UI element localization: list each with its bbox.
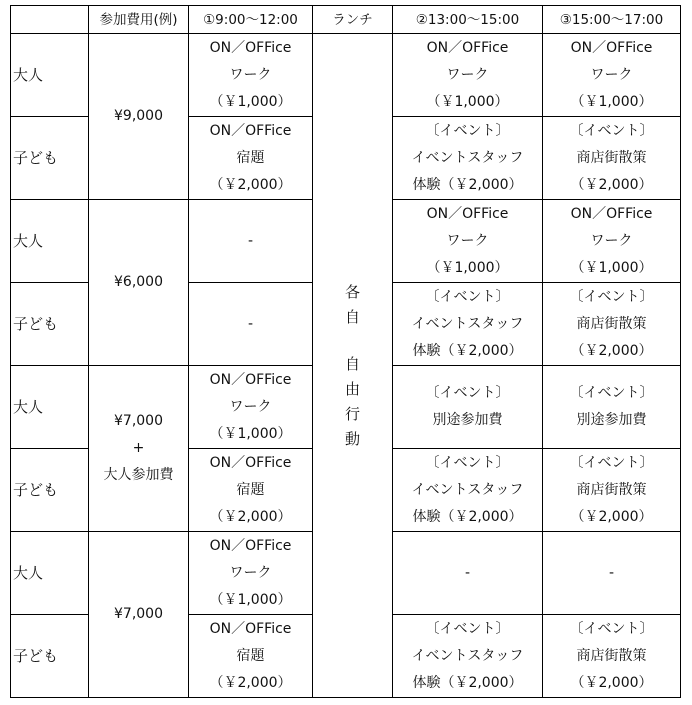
slot2-line: ON／OFFice bbox=[426, 39, 509, 56]
header-slot3: ③15:00～17:00 bbox=[543, 6, 681, 34]
slot2-line: 体験（￥2,000） bbox=[412, 674, 523, 691]
slot2-line: 〔イベント〕 bbox=[425, 288, 510, 305]
lunch-char: 各 bbox=[344, 282, 360, 301]
slot2-cell bbox=[393, 283, 543, 366]
fee-line: ¥9,000 bbox=[114, 108, 163, 124]
slot1-cell bbox=[189, 366, 313, 449]
slot3-line: （￥2,000） bbox=[570, 342, 653, 359]
slot2-line: ON／OFFice bbox=[426, 205, 509, 222]
slot2-line: 別途参加費 bbox=[432, 412, 503, 428]
slot2-line: ワーク bbox=[446, 66, 489, 83]
slot1-cell bbox=[189, 117, 313, 200]
fee-cell bbox=[89, 200, 189, 366]
slot3-line: ON／OFFice bbox=[570, 205, 653, 222]
slot2-cell bbox=[393, 117, 543, 200]
header-lunch: ランチ bbox=[313, 6, 393, 34]
slot2-line: （￥1,000） bbox=[426, 93, 509, 110]
slot3-line: 商店街散策 bbox=[576, 647, 647, 664]
slot1-line: ON／OFFice bbox=[209, 371, 292, 388]
slot3-cell bbox=[543, 34, 681, 117]
lunch-char: 行 bbox=[344, 404, 360, 423]
lunch-gap bbox=[313, 330, 392, 352]
slot3-line: 商店街散策 bbox=[576, 149, 647, 166]
lunch-cell bbox=[313, 34, 393, 698]
slot3-line: （￥2,000） bbox=[570, 674, 653, 691]
slot1-line: ワーク bbox=[229, 564, 272, 581]
slot1-line: ワーク bbox=[229, 66, 272, 83]
slot2-line: 〔イベント〕 bbox=[425, 454, 510, 471]
table-row bbox=[11, 34, 681, 117]
slot1-line: ワーク bbox=[229, 398, 272, 415]
slot1-cell bbox=[189, 283, 313, 366]
slot1-cell bbox=[189, 200, 313, 283]
lunch-char: 由 bbox=[344, 379, 360, 398]
slot3-cell bbox=[543, 283, 681, 366]
slot1-line: - bbox=[247, 232, 254, 249]
fee-line: ¥7,000 bbox=[114, 413, 163, 429]
lunch-char: 自 bbox=[344, 354, 360, 373]
slot1-line: （￥1,000） bbox=[209, 93, 292, 110]
slot1-line: （￥2,000） bbox=[209, 176, 292, 193]
slot3-line: （￥1,000） bbox=[570, 259, 653, 276]
slot3-cell bbox=[543, 366, 681, 449]
slot1-line: （￥1,000） bbox=[209, 591, 292, 608]
slot1-line: 宿題 bbox=[236, 481, 265, 498]
slot1-line: 宿題 bbox=[236, 647, 265, 664]
slot3-line: （￥2,000） bbox=[570, 508, 653, 525]
slot3-line: 商店街散策 bbox=[576, 481, 647, 498]
slot2-line: イベントスタッフ bbox=[411, 647, 524, 664]
row-label: 子ども bbox=[11, 615, 89, 698]
slot1-line: ON／OFFice bbox=[209, 39, 292, 56]
slot3-line: 商店街散策 bbox=[576, 315, 647, 332]
fee-line: + bbox=[132, 440, 145, 456]
slot2-line: 体験（￥2,000） bbox=[412, 342, 523, 359]
row-label: 大人 bbox=[11, 532, 89, 615]
row-label: 大人 bbox=[11, 366, 89, 449]
slot2-line: - bbox=[464, 564, 471, 581]
slot3-line: 〔イベント〕 bbox=[569, 122, 654, 139]
header-blank bbox=[11, 6, 89, 34]
slot3-line: ON／OFFice bbox=[570, 39, 653, 56]
slot3-line: ワーク bbox=[590, 232, 633, 249]
row-label: 子ども bbox=[11, 283, 89, 366]
slot2-line: 〔イベント〕 bbox=[425, 620, 510, 637]
slot3-line: 〔イベント〕 bbox=[569, 620, 654, 637]
slot3-line: 別途参加費 bbox=[576, 412, 647, 428]
slot2-line: （￥1,000） bbox=[426, 259, 509, 276]
slot2-cell bbox=[393, 615, 543, 698]
header-slot2: ②13:00～15:00 bbox=[393, 6, 543, 34]
slot3-line: 〔イベント〕 bbox=[569, 454, 654, 471]
row-label: 子ども bbox=[11, 117, 89, 200]
slot1-line: - bbox=[247, 315, 254, 332]
slot2-cell bbox=[393, 449, 543, 532]
slot1-line: ON／OFFice bbox=[209, 537, 292, 554]
header-row bbox=[11, 6, 681, 34]
lunch-char: 動 bbox=[344, 429, 360, 448]
slot2-line: 〔イベント〕 bbox=[425, 385, 510, 401]
slot2-cell bbox=[393, 366, 543, 449]
slot3-cell bbox=[543, 449, 681, 532]
slot1-cell bbox=[189, 34, 313, 117]
fee-line: 大人参加費 bbox=[103, 467, 174, 483]
fee-line: ¥7,000 bbox=[114, 606, 163, 622]
lunch-char: 自 bbox=[344, 307, 360, 326]
fee-cell bbox=[89, 532, 189, 698]
slot3-line: 〔イベント〕 bbox=[569, 288, 654, 305]
slot3-cell bbox=[543, 532, 681, 615]
row-label: 子ども bbox=[11, 449, 89, 532]
slot2-cell bbox=[393, 34, 543, 117]
slot2-line: イベントスタッフ bbox=[411, 481, 524, 498]
slot2-line: 体験（￥2,000） bbox=[412, 176, 523, 193]
slot1-line: 宿題 bbox=[236, 149, 265, 166]
slot2-cell bbox=[393, 532, 543, 615]
row-label: 大人 bbox=[11, 200, 89, 283]
slot3-line: （￥2,000） bbox=[570, 176, 653, 193]
slot3-line: ワーク bbox=[590, 66, 633, 83]
slot2-line: ワーク bbox=[446, 232, 489, 249]
fee-schedule-table bbox=[10, 5, 681, 698]
slot1-line: ON／OFFice bbox=[209, 454, 292, 471]
slot2-line: イベントスタッフ bbox=[411, 315, 524, 332]
header-slot1: ①9:00～12:00 bbox=[189, 6, 313, 34]
slot3-cell bbox=[543, 200, 681, 283]
slot3-line: （￥1,000） bbox=[570, 93, 653, 110]
row-label: 大人 bbox=[11, 34, 89, 117]
slot3-cell bbox=[543, 615, 681, 698]
fee-cell bbox=[89, 34, 189, 200]
slot2-line: イベントスタッフ bbox=[411, 149, 524, 166]
fee-cell bbox=[89, 366, 189, 532]
slot1-cell bbox=[189, 449, 313, 532]
slot1-line: （￥2,000） bbox=[209, 508, 292, 525]
slot1-line: ON／OFFice bbox=[209, 122, 292, 139]
slot1-cell bbox=[189, 615, 313, 698]
slot1-line: （￥2,000） bbox=[209, 674, 292, 691]
slot2-line: 〔イベント〕 bbox=[425, 122, 510, 139]
slot2-cell bbox=[393, 200, 543, 283]
fee-line: ¥6,000 bbox=[114, 274, 163, 290]
slot1-line: ON／OFFice bbox=[209, 620, 292, 637]
slot3-line: - bbox=[608, 564, 615, 581]
slot3-cell bbox=[543, 117, 681, 200]
slot2-line: 体験（￥2,000） bbox=[412, 508, 523, 525]
slot1-line: （￥1,000） bbox=[209, 425, 292, 442]
slot3-line: 〔イベント〕 bbox=[569, 385, 654, 401]
slot1-cell bbox=[189, 532, 313, 615]
header-fee: 参加費用(例) bbox=[89, 6, 189, 34]
